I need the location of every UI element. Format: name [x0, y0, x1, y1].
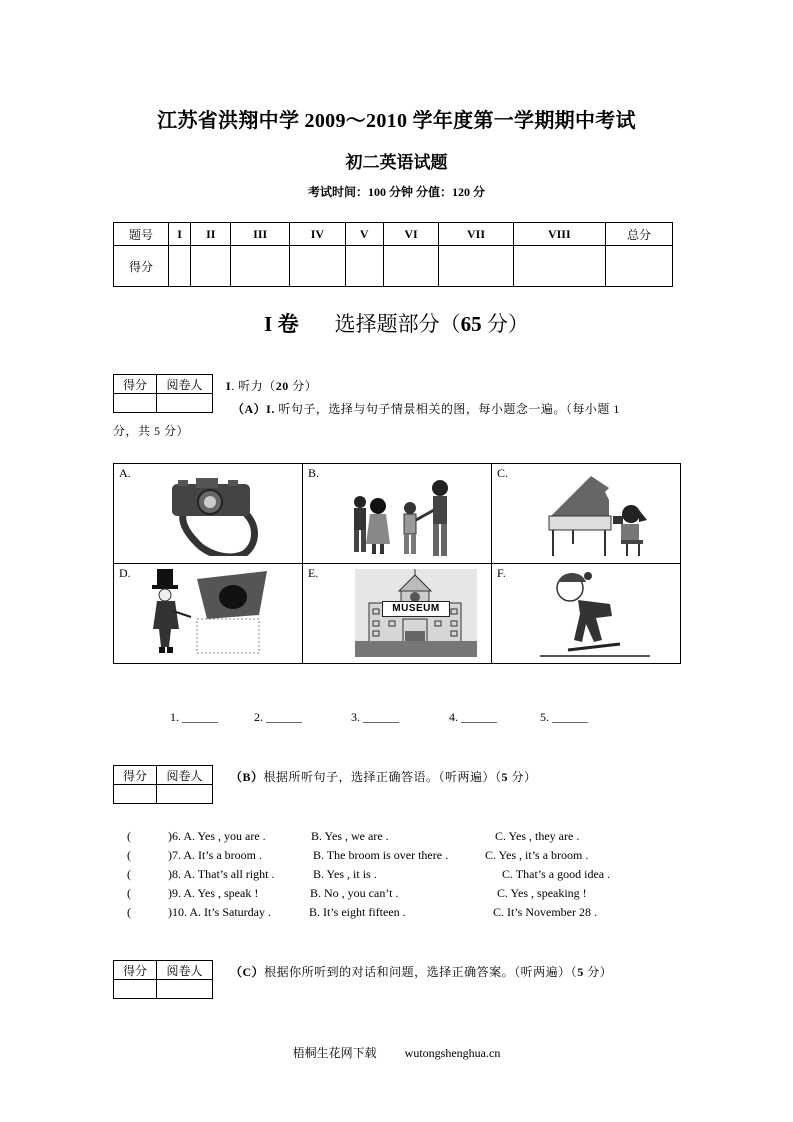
answer-paren[interactable]: ( [127, 848, 131, 862]
part-number: I 卷 [264, 312, 299, 336]
score-cell-total[interactable] [606, 246, 673, 287]
girl-playing-piano-icon [547, 472, 657, 560]
sub-a-label: （A）I. [232, 402, 275, 416]
section-c-instruction [230, 963, 612, 980]
picture-cell-c [492, 464, 681, 564]
page-footer [0, 1044, 793, 1061]
score-cell-3[interactable] [231, 246, 290, 287]
header-col-2: II [191, 223, 231, 246]
option-a: )10. A. It’s Saturday . [168, 905, 271, 919]
section-c-points: 5 [577, 965, 584, 979]
header-total: 总分 [606, 223, 673, 246]
score-cell-4[interactable] [289, 246, 345, 287]
option-a: )7. A. It’s a broom . [168, 848, 262, 862]
part-title [0, 308, 793, 338]
option-a: )9. A. Yes , speak ! [168, 886, 259, 900]
option-b: B. The broom is over there . [313, 848, 449, 862]
footer-site-name: 梧桐生花网下载 [292, 1046, 377, 1060]
section-b-suffix: 分） [508, 770, 537, 784]
score-cell-8[interactable] [513, 246, 605, 287]
grader-box-section-b [113, 765, 213, 804]
grader-score-label: 得分 [114, 375, 157, 394]
answer-paren[interactable]: ( [127, 867, 131, 881]
footer-site-url[interactable]: wutongshenghua.cn [404, 1046, 501, 1060]
picture-label-f: F. [497, 566, 506, 580]
option-c: C. Yes , it’s a broom . [485, 848, 589, 862]
grader-name-label: 阅卷人 [157, 375, 213, 394]
score-row-label: 得分 [114, 246, 169, 287]
option-c: C. Yes , they are . [495, 829, 580, 843]
grader-name-label: 阅卷人 [157, 961, 213, 980]
grader-name-cell[interactable] [157, 785, 213, 804]
museum-sign: MUSEUM [382, 601, 450, 617]
option-b: B. It’s eight fifteen . [309, 905, 406, 919]
part-points: 65 [460, 312, 482, 336]
option-b: B. No , you can’t . [310, 886, 399, 900]
header-col-1: I [169, 223, 191, 246]
grader-score-label: 得分 [114, 766, 157, 785]
picture-label-e: E. [308, 566, 319, 580]
exam-subtitle: 初二英语试题 [345, 153, 448, 172]
score-table-header-row [114, 223, 673, 246]
score-table-score-row [114, 246, 673, 287]
listening-heading [226, 377, 317, 394]
answer-paren[interactable]: ( [127, 905, 131, 919]
header-col-5: V [345, 223, 383, 246]
listening-points: 20 [275, 379, 289, 393]
picture-label-c: C. [497, 466, 509, 480]
picture-label-d: D. [119, 566, 131, 580]
answer-blank-5[interactable]: 5. ______ [540, 710, 588, 724]
section-b-label: （B） [230, 770, 264, 784]
museum-building-icon [355, 569, 477, 657]
sub-a-text: 听句子，选择与句子情景相关的图，每小题念一遍。（每小题 1 [274, 402, 620, 416]
score-summary-table [113, 222, 673, 287]
section-b-text: 根据所听句子，选择正确答语。（听两遍）（ [263, 770, 502, 784]
grader-name-cell[interactable] [157, 980, 213, 999]
option-c: C. Yes , speaking ! [497, 886, 587, 900]
option-b: B. Yes , it is . [313, 867, 377, 881]
score-cell-2[interactable] [191, 246, 231, 287]
answer-paren[interactable]: ( [127, 829, 131, 843]
header-col-8: VIII [513, 223, 605, 246]
option-a: )6. A. Yes , you are . [168, 829, 266, 843]
answer-blank-4[interactable]: 4. ______ [449, 710, 497, 724]
grader-name-label: 阅卷人 [157, 766, 213, 785]
listening-sub-a-cont: 分，共 5 分） [113, 424, 190, 438]
option-a: )8. A. That’s all right . [168, 867, 275, 881]
picture-label-a: A. [119, 466, 131, 480]
picture-cell-d [114, 564, 303, 664]
listening-sub-a-instruction [232, 400, 620, 417]
grader-box-section-c [113, 960, 213, 999]
grader-score-cell[interactable] [114, 394, 157, 413]
part-points-suffix: 分） [481, 312, 529, 336]
answer-blank-1[interactable]: 1. ______ [170, 710, 218, 724]
score-cell-7[interactable] [439, 246, 513, 287]
option-c: C. It’s November 28 . [493, 905, 597, 919]
grader-box-listening [113, 374, 213, 413]
picture-cell-a [114, 464, 303, 564]
part-name: 选择题部分（ [334, 312, 461, 336]
grader-score-label: 得分 [114, 961, 157, 980]
picture-label-b: B. [308, 466, 320, 480]
picture-cell-e [303, 564, 492, 664]
header-col-3: III [231, 223, 290, 246]
section-c-suffix: 分） [583, 965, 613, 979]
exam-info: 考试时间：100 分钟 分值：120 分 [307, 185, 485, 199]
camera-icon [166, 474, 266, 556]
answer-blank-3[interactable]: 3. ______ [351, 710, 399, 724]
listening-heading-text: . 听力（ [231, 379, 276, 393]
picture-cell-f [492, 564, 681, 664]
section-c-label: （C） [230, 965, 265, 979]
magician-with-box-icon [149, 567, 279, 659]
header-col-6: VI [383, 223, 439, 246]
grader-score-cell[interactable] [114, 980, 157, 999]
section-b-points: 5 [501, 770, 509, 784]
listening-points-suffix: 分） [288, 379, 318, 393]
exam-title: 江苏省洪翔中学 2009～2010 学年度第一学期期中考试 [157, 110, 636, 132]
picture-cell-b [303, 464, 492, 564]
answer-paren[interactable]: ( [127, 886, 131, 900]
option-c: C. That’s a good idea . [502, 867, 611, 881]
section-c-text: 根据你所听到的对话和问题，选择正确答案。（听两遍）（ [264, 965, 578, 979]
header-question-number: 题号 [114, 223, 169, 246]
listening-roman: I [226, 379, 232, 393]
option-b: B. Yes , we are . [311, 829, 389, 843]
section-b-instruction [230, 768, 537, 785]
header-col-4: IV [289, 223, 345, 246]
people-greeting-icon [348, 474, 463, 560]
answer-blank-2[interactable]: 2. ______ [254, 710, 302, 724]
grader-score-cell[interactable] [114, 785, 157, 804]
header-col-7: VII [439, 223, 513, 246]
score-cell-5[interactable] [345, 246, 383, 287]
score-cell-6[interactable] [383, 246, 439, 287]
picture-grid [113, 463, 681, 664]
score-cell-1[interactable] [169, 246, 191, 287]
skier-icon [540, 568, 650, 660]
grader-name-cell[interactable] [157, 394, 213, 413]
